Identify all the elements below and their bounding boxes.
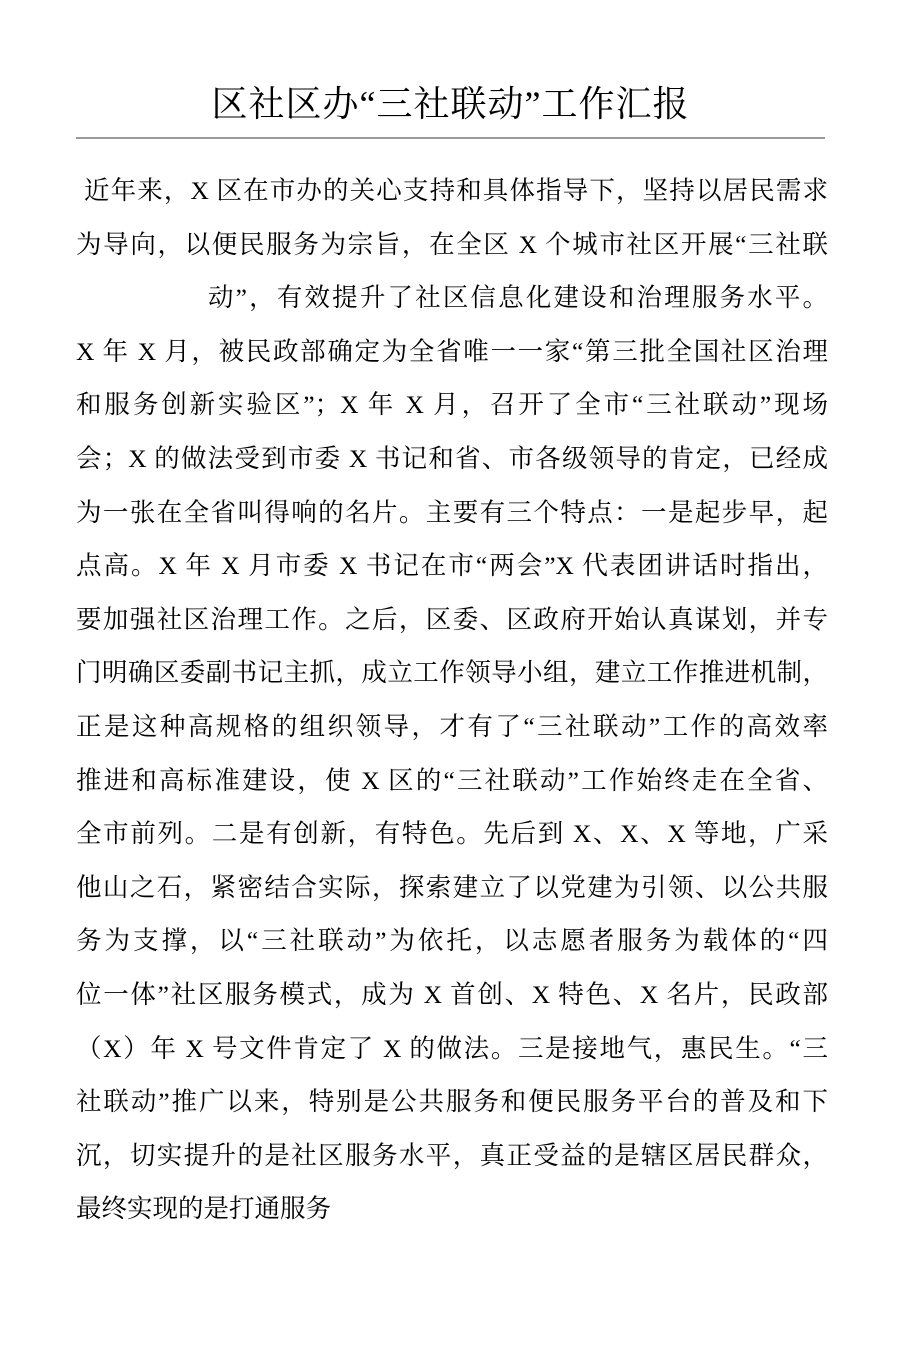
document-title: 区社区办“三社联动”工作汇报 bbox=[211, 84, 690, 124]
text-line: 点高。X 年 X 月市委 X 书记在市“两会”X 代表团讲话时指出， bbox=[76, 551, 828, 581]
document-body bbox=[76, 164, 828, 1236]
document-header bbox=[76, 0, 825, 139]
text-line: 正是这种高规格的组织领导，才有了“三社联动”工作的高效率 bbox=[76, 711, 828, 741]
text-line: 社联动”推广以来，特别是公共服务和便民服务平台的普及和下 bbox=[76, 1087, 828, 1117]
text-line: 和服务创新实验区”；X 年 X 月，召开了全市“三社联动”现场 bbox=[76, 390, 828, 420]
text-line: 推进和高标准建设，使 X 区的“三社联动”工作始终走在全省、 bbox=[76, 765, 828, 795]
text-line: X 年 X 月，被民政部确定为全省唯一一家“第三批全国社区治理 bbox=[76, 336, 828, 366]
text-line: （X）年 X 号文件肯定了 X 的做法。三是接地气，惠民生。“三 bbox=[76, 1033, 828, 1063]
text-line: 为导向，以便民服务为宗旨，在全区 X 个城市社区开展“三社联 bbox=[76, 229, 828, 259]
text-line: 他山之石，紧密结合实际，探索建立了以党建为引领、以公共服 bbox=[76, 872, 828, 902]
text-line: 最终实现的是打通服务 bbox=[76, 1194, 332, 1224]
text-line: 沉，切实提升的是社区服务水平，真正受益的是辖区居民群众， bbox=[76, 1140, 828, 1170]
text-line: 要加强社区治理工作。之后，区委、区政府开始认真谋划，并专 bbox=[76, 604, 828, 634]
text-line: 会；X 的做法受到市委 X 书记和省、市各级领导的肯定，已经成 bbox=[76, 443, 828, 473]
text-line: 为一张在全省叫得响的名片。主要有三个特点：一是起步早，起 bbox=[76, 497, 828, 527]
text-line: 近年来，X 区在市办的关心支持和具体指导下，坚持以居民需求 bbox=[84, 176, 828, 205]
text-line: 门明确区委副书记主抓，成立工作领导小组，建立工作推进机制， bbox=[76, 658, 828, 688]
text-line: 位一体”社区服务模式，成为 X 首创、X 特色、X 名片，民政部 bbox=[76, 979, 828, 1009]
text-line: 务为支撑，以“三社联动”为依托，以志愿者服务为载体的“四 bbox=[76, 926, 828, 956]
text-line: 全市前列。二是有创新，有特色。先后到 X、X、X 等地，广采 bbox=[76, 819, 828, 849]
text-line: 动”，有效提升了社区信息化建设和治理服务水平。 bbox=[208, 283, 828, 313]
